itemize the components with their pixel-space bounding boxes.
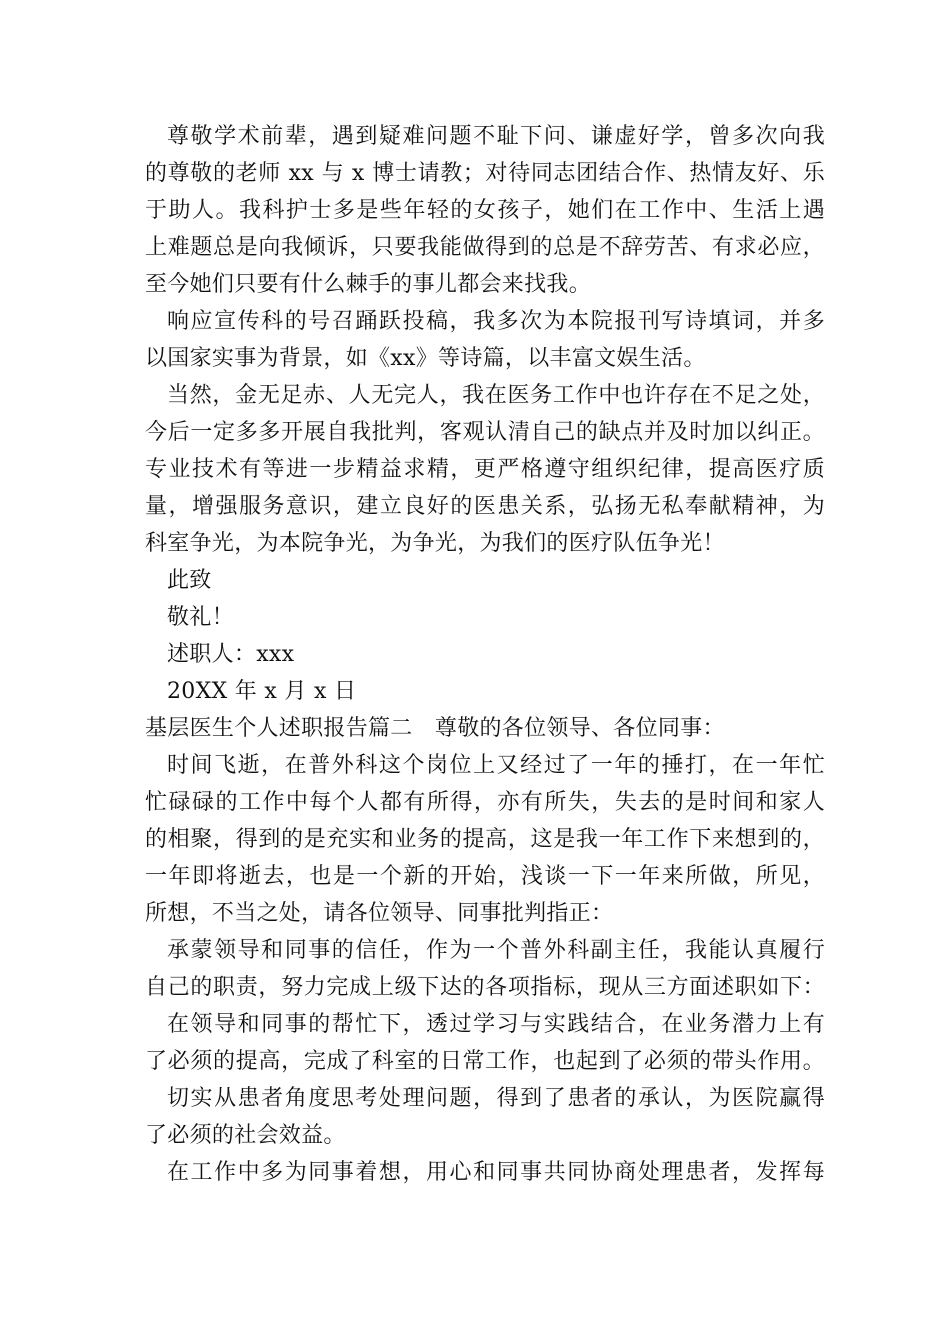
text-line: 上难题总是向我倾诉，只要我能做得到的总是不辞劳苦、有求必应， [145, 235, 825, 260]
text-line: 响应宣传科的号召踊跃投稿，我多次为本院报刊写诗填词，并多 [167, 309, 825, 334]
text-line: 敬礼！ [167, 605, 234, 630]
text-line: 的尊敬的老师 xx 与 x 博士请教；对待同志团结合作、热情友好、乐 [145, 161, 825, 186]
text-line: 切实从患者角度思考处理问题，得到了患者的承认，为医院赢得 [167, 1086, 825, 1111]
text-line: 述职人：xxx [167, 642, 295, 667]
text-line: 尊敬学术前辈，遇到疑难问题不耻下问、谦虚好学，曾多次向我 [167, 124, 825, 149]
text-line: 基层医生个人述职报告篇二 尊敬的各位领导、各位同事： [145, 716, 725, 741]
text-line: 以国家实事为背景，如《xx》等诗篇，以丰富文娱生活。 [145, 346, 706, 371]
text-line: 20XX 年 x 月 x 日 [167, 679, 357, 704]
text-line: 一年即将逝去，也是一个新的开始，浅谈一下一年来所做，所见， [145, 864, 825, 889]
text-line: 时间飞逝，在普外科这个岗位上又经过了一年的捶打，在一年忙 [167, 753, 825, 778]
text-line: 在工作中多为同事着想，用心和同事共同协商处理患者，发挥每 [167, 1160, 825, 1185]
text-line: 的相聚，得到的是充实和业务的提高，这是我一年工作下来想到的， [145, 827, 825, 852]
text-line: 自己的职责，努力完成上级下达的各项指标，现从三方面述职如下： [145, 975, 825, 1000]
text-line: 量，增强服务意识，建立良好的医患关系，弘扬无私奉献精神，为 [145, 494, 825, 519]
text-line: 科室争光，为本院争光，为争光，为我们的医疗队伍争光！ [145, 531, 725, 556]
text-line: 此致 [167, 568, 212, 593]
text-line: 在领导和同事的帮忙下，透过学习与实践结合，在业务潜力上有 [167, 1012, 825, 1037]
text-line: 承蒙领导和同事的信任，作为一个普外科副主任，我能认真履行 [167, 938, 825, 963]
text-line: 了必须的社会效益。 [145, 1123, 346, 1148]
text-line: 今后一定多多开展自我批判，客观认清自己的缺点并及时加以纠正。 [145, 420, 825, 445]
text-line: 专业技术有等进一步精益求精，更严格遵守组织纪律，提高医疗质 [145, 457, 825, 482]
document-body [145, 118, 825, 1191]
text-line: 忙碌碌的工作中每个人都有所得，亦有所失，失去的是时间和家人 [145, 790, 825, 815]
text-line: 至今她们只要有什么棘手的事儿都会来找我。 [145, 272, 592, 297]
text-line: 所想，不当之处，请各位领导、同事批判指正： [145, 901, 614, 926]
text-line: 于助人。我科护士多是些年轻的女孩子，她们在工作中、生活上遇 [145, 198, 825, 223]
text-line: 了必须的提高，完成了科室的日常工作，也起到了必须的带头作用。 [145, 1049, 825, 1074]
text-line: 当然，金无足赤、人无完人，我在医务工作中也许存在不足之处， [167, 383, 825, 408]
